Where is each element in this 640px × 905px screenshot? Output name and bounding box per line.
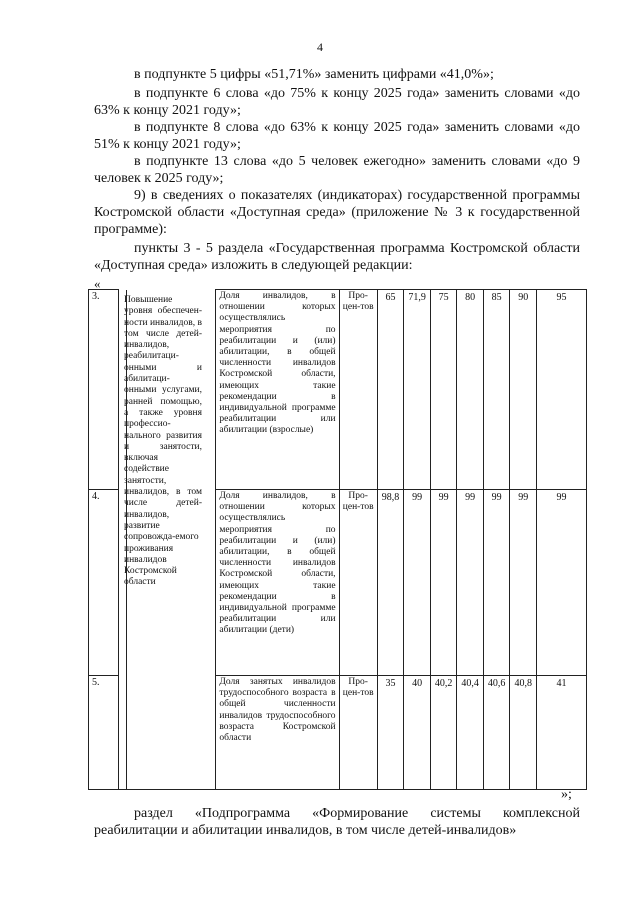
value-cell: 95: [536, 290, 586, 490]
unit-cell: Про-цен-тов: [339, 676, 377, 790]
value-cell: 99: [536, 490, 586, 676]
value-cell: 40,2: [430, 676, 457, 790]
row-number: 4.: [89, 490, 119, 676]
value-cell: 90: [510, 290, 537, 490]
value-cell: 40,4: [457, 676, 484, 790]
unit-cell: Про-цен-тов: [339, 490, 377, 676]
close-quote: »;: [561, 787, 572, 802]
value-cell: 75: [430, 290, 457, 490]
paragraph-2: в подпункте 6 слова «до 75% к концу 2025 года» заменить словами «до 63% к концу 2021 году»;: [94, 86, 580, 118]
indicator-cell: Доля инвалидов, в отношении которых осуществлялись мероприятия по реабилитации и (или) абилитации, в общей численности инвалидов Костромской области, имеющих такие рекомендации в индивидуальной программе реабилитации или абилитации (дети): [216, 490, 339, 676]
unit-cell: Про-цен-тов: [339, 290, 377, 490]
paragraph-1: в подпункте 5 цифры «51,71%» заменить цифрами «41,0%»;: [134, 67, 494, 82]
paragraph-4: в подпункте 13 слова «до 5 человек ежегодно» заменить словами «до 9 человек к 2025 году»;: [94, 154, 580, 186]
row-number: 5.: [89, 676, 119, 790]
row-number: 3.: [89, 290, 119, 490]
value-cell: 80: [457, 290, 484, 490]
value-cell: 99: [483, 490, 510, 676]
paragraph-3: в подпункте 8 слова «до 63% к концу 2025 года» заменить словами «до 51% к концу 2021 году»;: [94, 120, 580, 152]
open-quote: «: [94, 276, 101, 291]
value-cell: 41: [536, 676, 586, 790]
value-cell: 99: [510, 490, 537, 676]
value-cell: 40,8: [510, 676, 537, 790]
table-row: [89, 676, 587, 790]
value-cell: 65: [377, 290, 404, 490]
value-cell: 71,9: [404, 290, 431, 490]
indicator-cell: Доля занятых инвалидов трудоспособного возраста в общей численности инвалидов трудоспособного возраста Костромской области: [216, 676, 339, 790]
value-cell: 99: [404, 490, 431, 676]
value-cell: 40,6: [483, 676, 510, 790]
value-cell: 40: [404, 676, 431, 790]
closing-paragraph: раздел «Подпрограмма «Формирование системы комплексной реабилитации и абилитации инвалидов, в том числе детей-инвалидов»: [94, 806, 580, 838]
value-cell: 35: [377, 676, 404, 790]
paragraph-6: пункты 3 - 5 раздела «Государственная программа Костромской области «Доступная среда» изложить в следующей редакции:: [94, 241, 580, 273]
value-cell: 85: [483, 290, 510, 490]
value-cell: 99: [457, 490, 484, 676]
value-cell: 98,8: [377, 490, 404, 676]
goal-description: Повышение уровня обеспечен-ности инвалидов, в том числе детей-инвалидов, реабилитаци-онными и абилитаци-онными услугами, ранней помощью, а также уровня профессио-нального развития и занятости, включая содействие занятости, инвалидов, в том числе детей-инвалидов, развитие сопровожда-емого проживания инвалидов Костромской области: [124, 295, 202, 588]
value-cell: 99: [430, 490, 457, 676]
page-number: 4: [317, 40, 323, 54]
paragraph-5: 9) в сведениях о показателях (индикаторах) государственной программы Костромской области «Доступная среда» (приложение № 3 к государственной программе):: [94, 188, 580, 237]
indicator-cell: Доля инвалидов, в отношении которых осуществлялись мероприятия по реабилитации и (или) абилитации, в общей численности инвалидов Костромской области, имеющих такие рекомендации в индивидуальной программе реабилитации или абилитации (взрослые): [216, 290, 339, 490]
